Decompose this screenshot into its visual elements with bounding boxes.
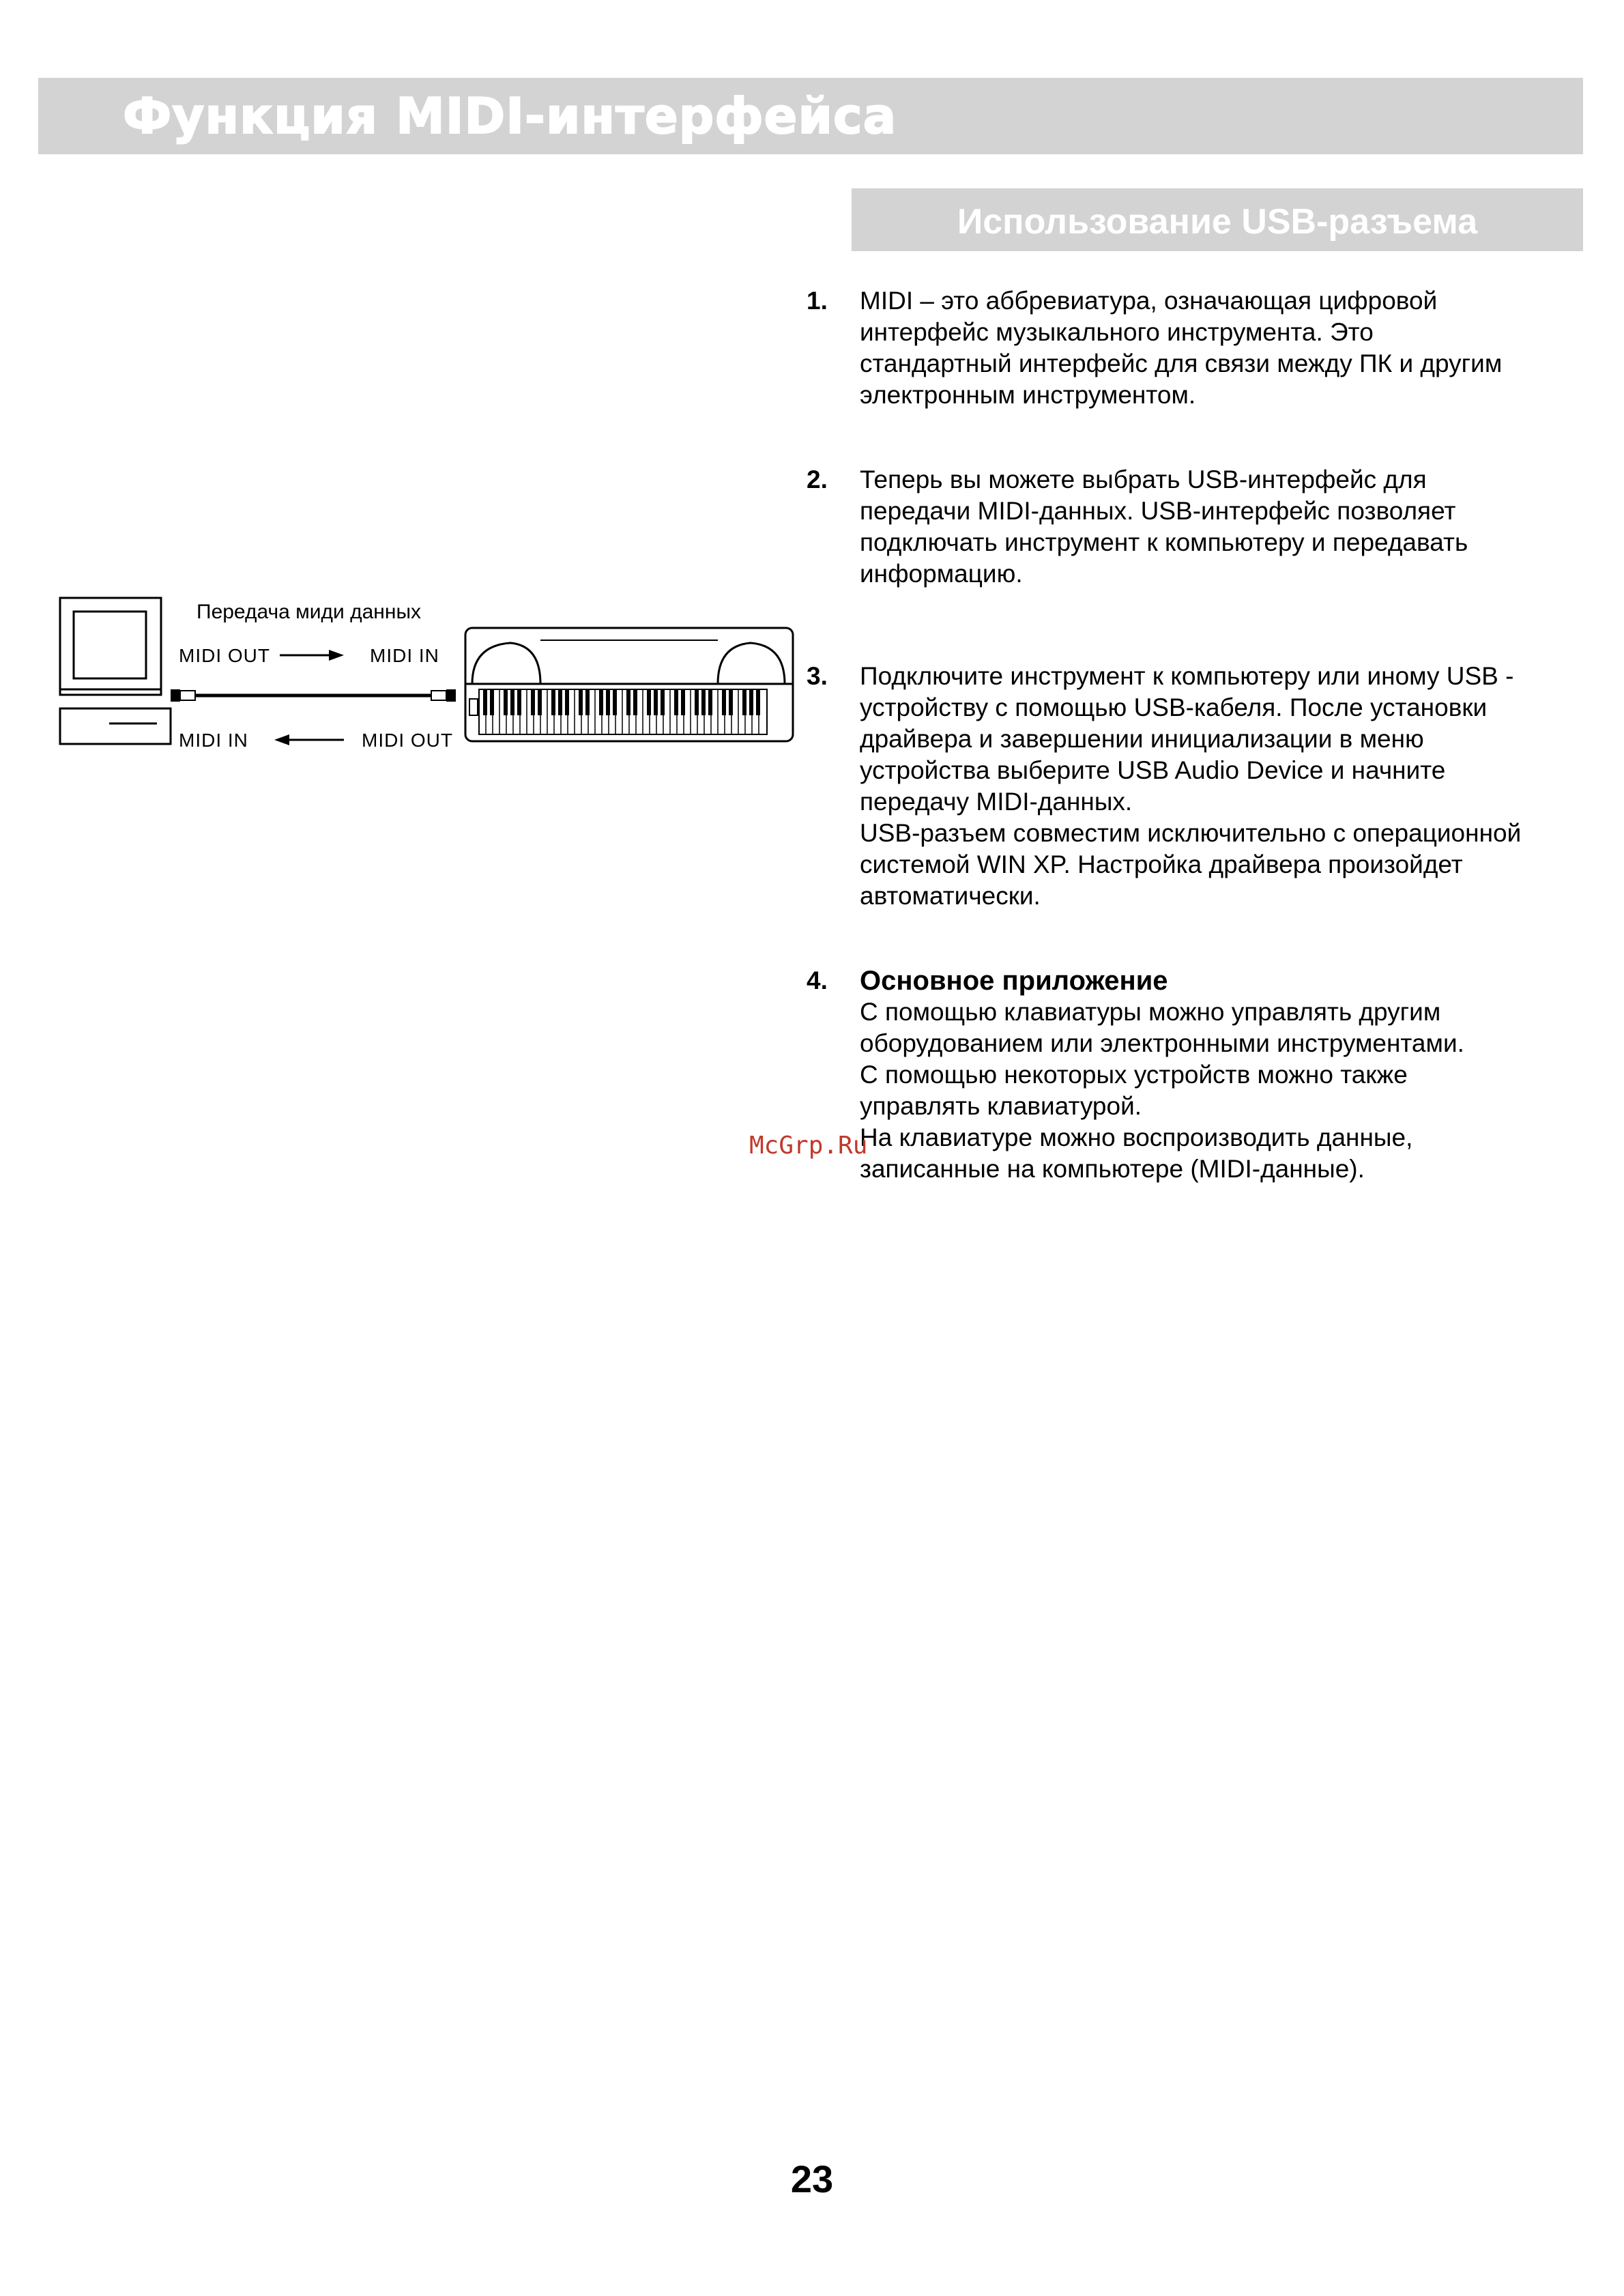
label-midi-out-bottom: MIDI OUT [362,730,453,751]
item-text [860,965,1590,1185]
text-line: передачу MIDI-данных. [860,788,1133,816]
text-line: стандартный интерфейс для связи между ПК и другим [860,349,1503,377]
label-midi-in-bottom: MIDI IN [179,730,248,751]
item-text [860,285,1590,411]
midi-connection-diagram [55,587,805,764]
text-line: устройству с помощью USB-кабеля. После установки [860,693,1488,721]
text-line: оборудованием или электронными инструментами. [860,1029,1464,1057]
text-line: записанные на компьютере (MIDI-данные). [860,1155,1365,1183]
text-line: Теперь вы можете выбрать USB-интерфейс для [860,465,1427,493]
page-title: Функция MIDI-интерфейса [123,87,897,145]
text-line: электронным инструментом. [860,381,1196,409]
text-line: С помощью некоторых устройств можно также [860,1061,1408,1089]
item-text [860,464,1590,590]
label-midi-in-top: MIDI IN [370,645,439,666]
computer-icon [60,598,171,744]
piano-black-keys [483,689,760,715]
item-text [860,661,1590,912]
item-number: 4. [807,966,828,994]
text-line: USB-разъем совместим исключительно с операционной [860,819,1522,847]
label-midi-out-top: MIDI OUT [179,645,270,666]
title-bar [38,78,1583,154]
diagram-caption: Передача миди данных [197,601,422,623]
text-line: управлять клавиатурой. [860,1092,1142,1120]
usb-cable-icon [171,689,456,702]
text-line: На клавиатуре можно воспроизводить данные, [860,1123,1413,1151]
section-bar [852,188,1583,251]
piano-keys [486,689,759,734]
text-line: информацию. [860,560,1023,588]
text-line: драйвера и завершении инициализации в меню [860,725,1424,753]
section-title: Использование USB-разъема [957,202,1478,242]
text-line: автоматически. [860,882,1041,910]
text-line: С помощью клавиатуры можно управлять другим [860,998,1441,1026]
page-number: 23 [790,2157,834,2200]
watermark: McGrp.Ru [749,1132,868,1160]
item-number: 2. [807,465,828,493]
text-line: системой WIN XP. Настройка драйвера произойдет [860,850,1463,878]
text-line: MIDI – это аббревиатура, означающая цифровой [860,287,1438,315]
arrow-right-icon [280,650,344,661]
text-line: подключать инструмент к компьютеру и передавать [860,528,1468,556]
item-number: 1. [807,287,828,315]
text-line: устройства выберите USB Audio Device и начните [860,756,1446,784]
arrow-left-icon [274,734,344,745]
item-number: 3. [807,662,828,690]
item-heading: Основное приложение [860,966,1168,996]
text-line: Подключите инструмент к компьютеру или иному USB - [860,662,1514,690]
text-line: интерфейс музыкального инструмента. Это [860,318,1374,346]
text-line: передачи MIDI-данных. USB-интерфейс позволяет [860,497,1456,525]
